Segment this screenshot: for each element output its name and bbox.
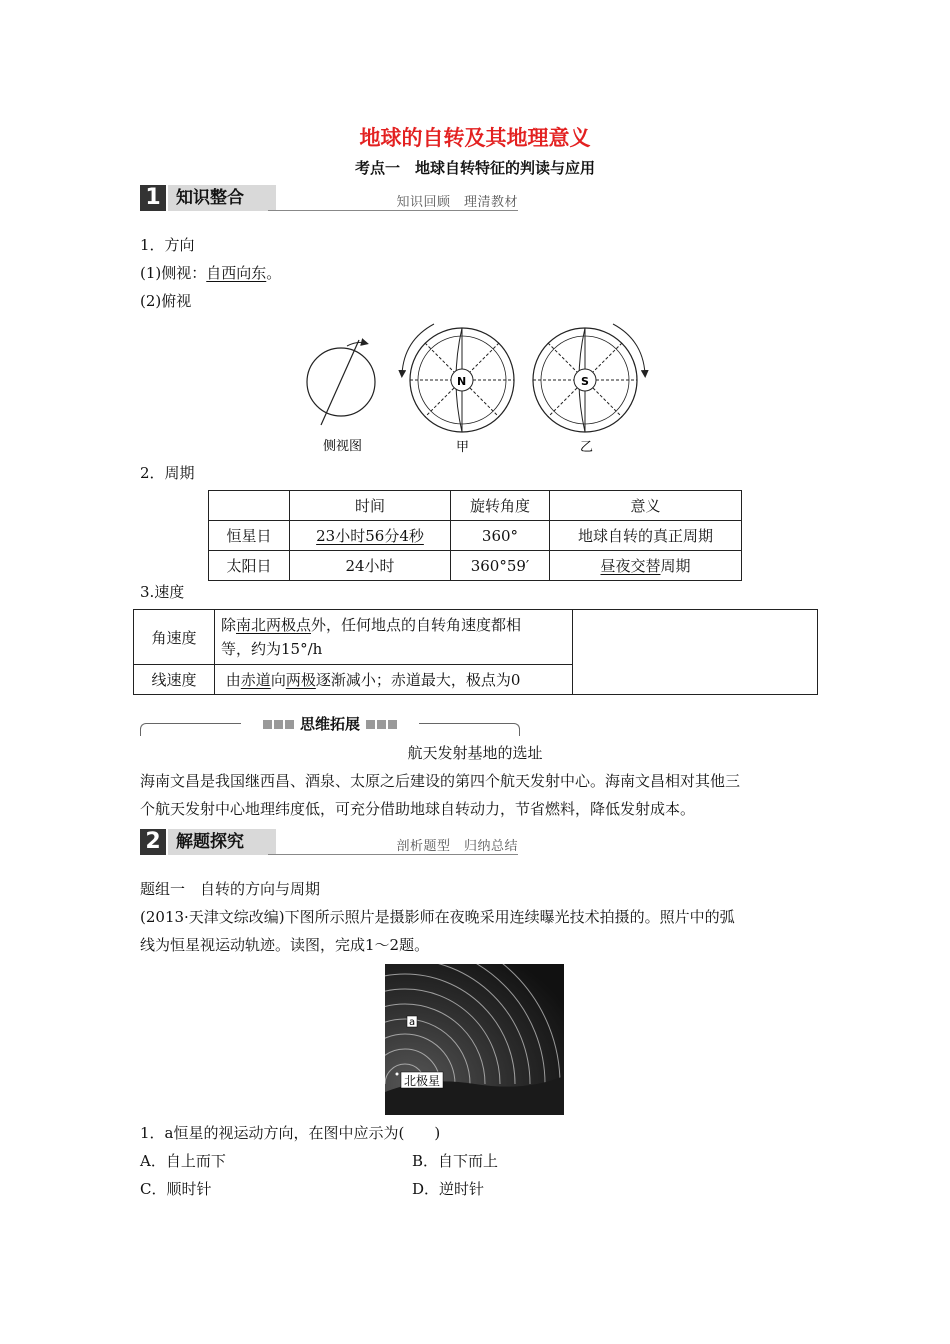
south-label: S [581,375,589,388]
linear-mid: 向 [270,671,286,689]
angular-text-2: 等，约为15°/h [221,640,323,658]
table-cell: 恒星日 [209,521,290,551]
option-a[interactable]: A．自上而下 [140,1152,226,1170]
section-header-knowledge [140,183,520,213]
meaning-suffix: 周期 [660,557,691,575]
linear-answer-1: 赤道 [240,671,271,689]
option-b[interactable]: B．自下而上 [412,1152,499,1170]
section-label: 知识整合 [168,185,276,211]
section-number: 2 [140,829,166,855]
angular-prefix: 除 [221,616,237,634]
option-d[interactable]: D．逆时针 [412,1180,485,1198]
linear-text: 逐渐减小；赤道最大，极点为0 [315,671,521,689]
bracket-left [140,723,241,736]
table-cell: 360° [451,521,550,551]
diagram-a-caption: 甲 [456,440,470,455]
thinking-label: 思维拓展 [299,715,360,733]
group-intro-2: 线为恒星视运动轨迹。读图，完成1～2题。 [140,936,430,954]
table-cell: 23小时56分4秒 [290,521,451,551]
table-cell: 角速度 [134,610,215,665]
period-heading: 2．周期 [140,464,195,482]
thinking-label-wrap [240,713,420,734]
photo-label-a: a [409,1017,416,1028]
speed-table [133,609,818,695]
bracket-right [419,723,520,736]
direction-heading: 1．方向 [140,236,195,254]
thinking-text-2: 个航天发射中心地理纬度低，可充分借助地球自转动力，节省燃料，降低发射成本。 [140,800,696,818]
table-cell [215,665,573,695]
diagram-b-caption: 乙 [580,440,594,455]
page-subtitle: 考点一 地球自转特征的判读与应用 [354,159,595,177]
section-header-practice [140,827,520,857]
thinking-title: 航天发射基地的选址 [407,744,543,762]
group-intro-1: (2013·天津文综改编)下图所示照片是摄影师在夜晚采用连续曝光技术拍摄的。照片中的弧 [140,908,735,926]
table-header-row [209,491,742,521]
table-header-cell [209,491,290,521]
table-cell [573,610,818,695]
north-label: N [457,375,467,388]
table-row [209,551,742,581]
table-cell [550,551,742,581]
table-row [209,521,742,551]
linear-answer-2: 两极 [285,671,316,689]
table-header-cell: 时间 [290,491,451,521]
group-heading: 题组一 自转的方向与周期 [140,880,321,898]
section-label: 解题探究 [168,829,276,855]
divider [268,210,518,211]
photo-label-polaris: 北极星 [404,1074,441,1088]
rotation-diagrams [295,320,665,460]
table-header-cell: 意义 [550,491,742,521]
speed-heading: 3.速度 [140,583,185,601]
table-row [134,610,818,665]
section-tagline: 剖析题型 归纳总结 [396,839,518,854]
thinking-text-1: 海南文昌是我国继西昌、酒泉、太原之后建设的第四个航天发射中心。海南文昌相对其他三 [140,772,741,790]
table-header-cell: 旋转角度 [451,491,550,521]
table-cell: 线速度 [134,665,215,695]
table-cell: 24小时 [290,551,451,581]
table-cell: 360°59′ [451,551,550,581]
south-pole-view-icon [533,324,645,432]
question-stem: 1．a恒星的视运动方向，在图中应示为( ) [140,1124,441,1142]
table-cell: 太阳日 [209,551,290,581]
angular-text: 外，任何地点的自转角速度都相 [311,616,522,634]
side-view-suffix: 。 [266,264,282,282]
thinking-header [140,713,520,735]
divider [268,854,518,855]
top-view-heading: (2)俯视 [140,292,192,310]
linear-prefix: 由 [225,671,241,689]
side-view-caption: 侧视图 [323,439,363,454]
page-title: 地球的自转及其地理意义 [359,126,591,150]
section-tagline: 知识回顾 理清教材 [396,195,518,210]
side-view-prefix: (1)侧视： [140,264,207,282]
star-trail-photo [385,964,564,1115]
meaning-answer: 昼夜交替 [600,557,661,575]
option-c[interactable]: C．顺时针 [140,1180,212,1198]
table-cell: 地球自转的真正周期 [550,521,742,551]
table-cell [215,610,573,665]
period-table [208,490,742,581]
angular-answer: 南北两极点 [236,616,312,634]
side-view-globe-icon [307,340,375,425]
side-view-line [140,263,281,283]
side-view-answer: 自西向东 [206,264,267,282]
section-number: 1 [140,185,166,211]
